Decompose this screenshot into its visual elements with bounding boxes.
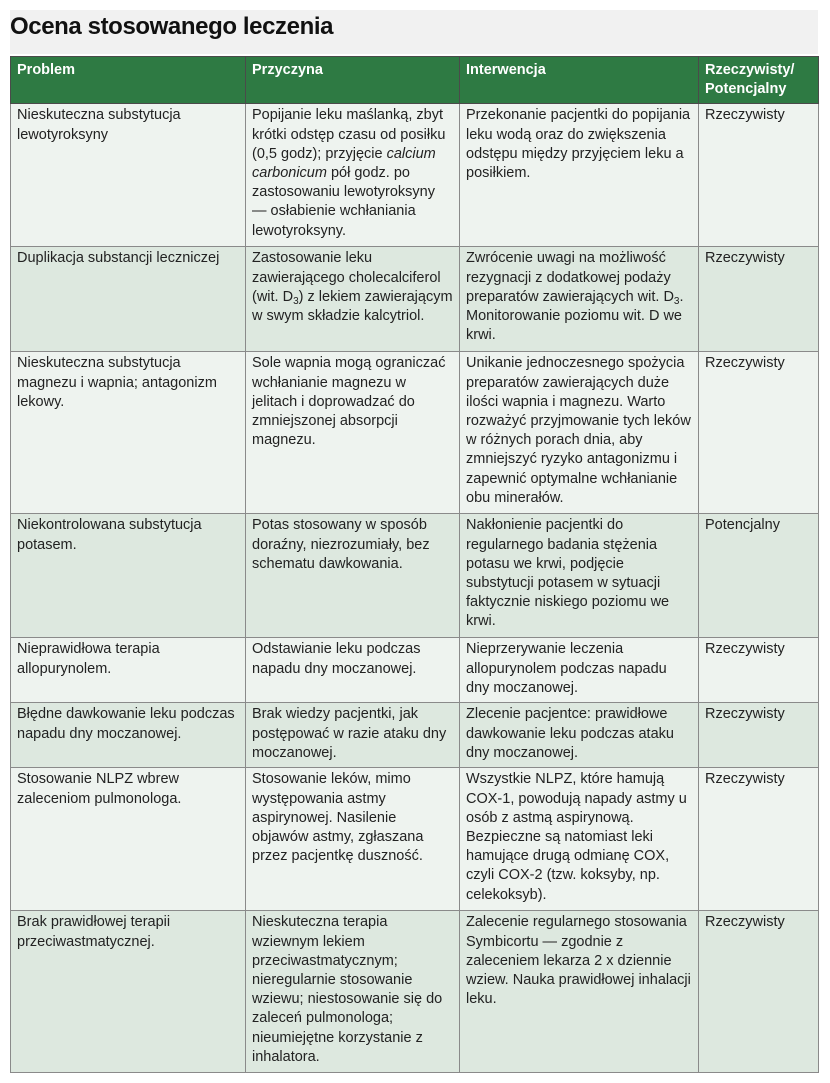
cell-problem (11, 911, 246, 1073)
cell-text: Niekontrolowana substytucja potasem. (17, 517, 202, 553)
cell-intervention (460, 638, 699, 703)
table-row (11, 638, 819, 703)
cell-problem (11, 638, 246, 703)
cell-text: Nieskuteczna substytucja lewotyroksyny (17, 107, 181, 143)
cell-type: Rzeczywisty (699, 352, 819, 514)
cell-intervention (460, 514, 699, 638)
cell-cause (246, 514, 460, 638)
italic-text: calcium carbonicum (252, 145, 436, 182)
cell-type: Potencjalny (699, 514, 819, 638)
cell-type: Rzeczywisty (699, 703, 819, 768)
title-band (10, 10, 818, 54)
cell-cause (246, 352, 460, 514)
cell-text: Popijanie leku maślanką, zbyt krótki odstęp czasu od posiłku (0,5 godz); przyjęcie (252, 107, 446, 162)
cell-problem (11, 703, 246, 768)
table-header (11, 57, 819, 104)
cell-problem (11, 352, 246, 514)
cell-text: Nieskuteczna substytucja magnezu i wapnia; antagonizm lekowy. (17, 355, 217, 410)
cell-text: Nieskuteczna terapia wziewnym lekiem przeciwastmatycznym; nieregularnie stosowanie wziewu; niestosowanie się do zaleceń pulmonologa; nieumiejętne korzystanie z inhalatora. (252, 914, 443, 1065)
cell-intervention (460, 352, 699, 514)
cell-problem (11, 247, 246, 352)
cell-cause (246, 911, 460, 1073)
cell-text: Potas stosowany w sposób doraźny, niezrozumiały, bez schematu dawkowania. (252, 517, 430, 572)
assessment-table (10, 56, 819, 1073)
table-row (11, 703, 819, 768)
cell-type: Rzeczywisty (699, 768, 819, 911)
cell-intervention (460, 703, 699, 768)
cell-text: Błędne dawkowanie leku podczas napadu dny moczanowej. (17, 706, 235, 742)
table-row (11, 247, 819, 352)
cell-type: Rzeczywisty (699, 247, 819, 352)
cell-intervention (460, 768, 699, 911)
cell-text: ) z lekiem zawierającym w swym składzie kalcytriol. (252, 288, 453, 325)
cell-text: Sole wapnia mogą ograniczać wchłanianie magnezu w jelitach i doprowadzać do zmniejszonej absorpcji magnezu. (252, 355, 446, 449)
header-type (699, 57, 819, 104)
cell-text: Przekonanie pacjentki do popijania leku wodą oraz do zwiększenia odstępu między przyjęciem leku a posiłkiem. (466, 107, 691, 182)
cell-problem (11, 768, 246, 911)
table-body (11, 104, 819, 1073)
cell-type: Rzeczywisty (699, 911, 819, 1073)
cell-text: Unikanie jednoczesnego spożycia preparatów zawierających duże ilości wapnia i magnezu. Warto rozważyć przyjmowanie tych leków w różnych porach dnia, aby zmniejszyć ryzyko antagonizmu i zapewnić optymalne wchłanianie obu minerałów. (466, 355, 691, 506)
header-problem: Problem (11, 57, 246, 104)
header-type-line1: Rzeczywisty/ (705, 62, 795, 78)
subscript: 3 (293, 295, 299, 307)
header-row (11, 57, 819, 104)
cell-cause (246, 247, 460, 352)
cell-text: Zastosowanie leku zawierającego cholecalciferol (wit. D (252, 250, 441, 305)
page-title: Ocena stosowanego leczenia (10, 13, 334, 40)
cell-text: Zlecenie pacjentce: prawidłowe dawkowanie leku podczas ataku dny moczanowej. (466, 706, 674, 761)
cell-problem (11, 104, 246, 247)
table-row (11, 768, 819, 911)
table-row (11, 514, 819, 638)
cell-problem (11, 514, 246, 638)
table-row (11, 911, 819, 1073)
header-cause: Przyczyna (246, 57, 460, 104)
cell-text: Stosowanie leków, mimo występowania astmy aspirynowej. Nasilenie objawów astmy, zgłaszana przez pacjentkę duszność. (252, 771, 424, 865)
cell-text: Brak wiedzy pacjentki, jak postępować w razie ataku dny moczanowej. (252, 706, 447, 761)
cell-cause (246, 703, 460, 768)
header-type-line2: Potencjalny (705, 81, 787, 98)
cell-cause (246, 638, 460, 703)
cell-text: Duplikacja substancji leczniczej (17, 250, 220, 267)
cell-type: Rzeczywisty (699, 638, 819, 703)
cell-text: Nieprawidłowa terapia allopurynolem. (17, 641, 160, 677)
cell-text: pół godz. po zastosowaniu lewotyroksyny — osłabienie wchłaniania lewotyroksyny. (252, 165, 435, 239)
cell-text: Odstawianie leku podczas napadu dny moczanowej. (252, 641, 421, 677)
table-row (11, 104, 819, 247)
subscript: 3 (673, 295, 680, 307)
cell-cause (246, 104, 460, 247)
cell-cause (246, 768, 460, 911)
cell-text: . Monitorowanie poziomu wit. D we krwi. (466, 288, 684, 344)
cell-intervention (460, 911, 699, 1073)
cell-text: Wszystkie NLPZ, które hamują COX-1, powodują napady astmy u osób z astmą aspirynową. Bezpieczne są natomiast leki hamujące drugą odmianę COX, czyli COX-2 (tzw. koksyby, np. celekoksyb). (466, 771, 687, 903)
cell-text: Zalecenie regularnego stosowania Symbicortu — zgodnie z zaleceniem lekarza 2 x dziennie wziew. Nauka prawidłowej inhalacji leku. (466, 914, 691, 1008)
header-intervention: Interwencja (460, 57, 699, 104)
cell-intervention (460, 104, 699, 247)
cell-intervention (460, 247, 699, 352)
cell-text: Brak prawidłowej terapii przeciwastmatycznej. (17, 914, 171, 950)
cell-text: Nakłonienie pacjentki do regularnego badania stężenia potasu we krwi, podjęcie substytucji potasem w sytuacji faktycznie niskiego poziomu we krwi. (466, 517, 670, 630)
table-row (11, 352, 819, 514)
cell-type: Rzeczywisty (699, 104, 819, 247)
cell-text: Nieprzerywanie leczenia allopurynolem podczas napadu dny moczanowej. (466, 641, 667, 696)
cell-text: Stosowanie NLPZ wbrew zaleceniom pulmonologa. (17, 771, 182, 807)
cell-text: Zwrócenie uwagi na możliwość rezygnacji z dodatkowej podaży preparatów zawierających wit. D (466, 250, 674, 305)
